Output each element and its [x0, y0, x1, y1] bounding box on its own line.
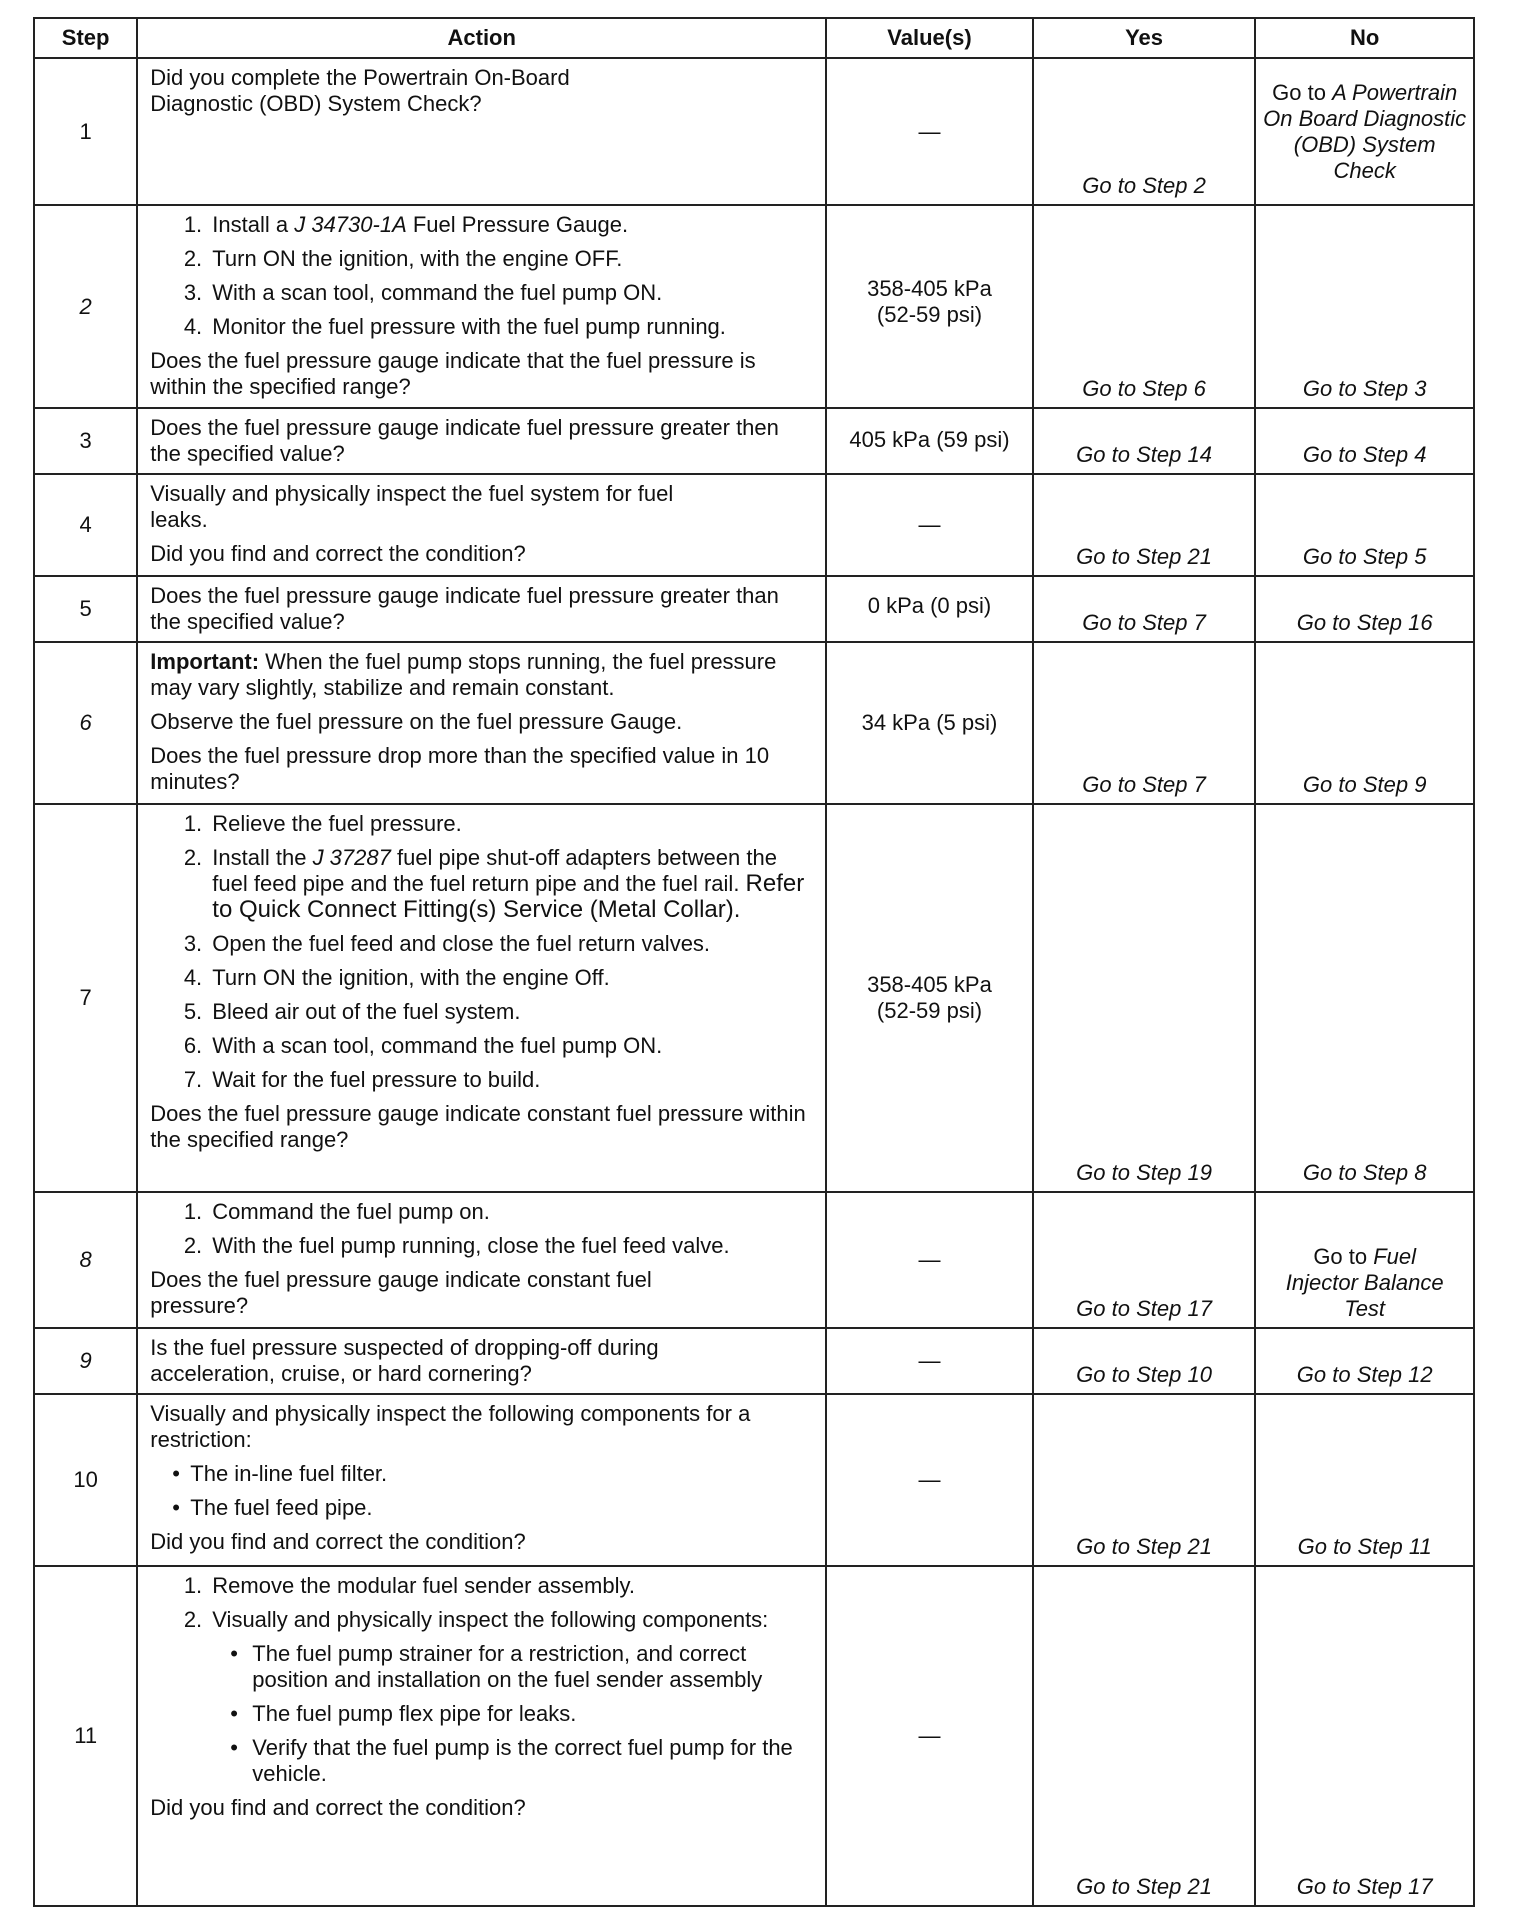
- no-cell: Go to Step 17: [1255, 1566, 1474, 1906]
- no-prefix: Go to: [1272, 80, 1333, 105]
- action-cell: [137, 804, 826, 1192]
- list-item: • Verify that the fuel pump is the correct fuel pump for the vehicle.: [248, 1735, 813, 1787]
- action-cell: [137, 205, 826, 408]
- list-item: 1. Command the fuel pump on.: [208, 1199, 813, 1225]
- action-question: Does the fuel pressure gauge indicate fuel pressure greater then the specified value?: [150, 415, 779, 466]
- tool-reference: J 37287: [312, 845, 391, 870]
- value-line-2: (52-59 psi): [876, 302, 983, 327]
- value-cell: —: [826, 1394, 1033, 1566]
- header-action: Action: [137, 18, 826, 58]
- action-question: Does the fuel pressure drop more than the specified value in 10 minutes?: [150, 743, 770, 794]
- action-question: Is the fuel pressure suspected of dropping-off during acceleration, cruise, or hard cornering?: [150, 1335, 659, 1386]
- list-item: 7. Wait for the fuel pressure to build.: [208, 1067, 813, 1093]
- table-row: [34, 58, 1474, 205]
- no-cell: Go to Step 3: [1255, 205, 1474, 408]
- value-cell: —: [826, 1566, 1033, 1906]
- value-cell: 34 kPa (5 psi): [826, 642, 1033, 804]
- no-cell: [1255, 58, 1474, 205]
- value-cell: —: [826, 474, 1033, 576]
- action-cell: [137, 58, 826, 205]
- step-list: [150, 1573, 813, 1787]
- action-question: Does the fuel pressure gauge indicate that the fuel pressure is within the specified range?: [150, 348, 756, 399]
- value-cell: —: [826, 1328, 1033, 1394]
- diagnostic-table: [33, 17, 1475, 1907]
- list-item: 1. Remove the modular fuel sender assembly.: [208, 1573, 813, 1599]
- bullet-list: [150, 1461, 813, 1521]
- step-list: [150, 1199, 813, 1259]
- step-number: 10: [34, 1394, 137, 1566]
- no-cell: Go to Step 11: [1255, 1394, 1474, 1566]
- header-yes: Yes: [1033, 18, 1256, 58]
- table-row: [34, 1394, 1474, 1566]
- yes-cell: Go to Step 21: [1033, 1566, 1256, 1906]
- step-number: 1: [34, 58, 137, 205]
- list-item: 1. Relieve the fuel pressure.: [208, 811, 813, 837]
- list-item: [208, 1607, 813, 1787]
- no-cell: Go to Step 12: [1255, 1328, 1474, 1394]
- value-line-1: 358-405 kPa: [867, 972, 992, 997]
- list-item: 2. Turn ON the ignition, with the engine OFF.: [208, 246, 813, 272]
- yes-cell: Go to Step 21: [1033, 474, 1256, 576]
- bullet-list: [212, 1641, 813, 1787]
- header-step: Step: [34, 18, 137, 58]
- list-item: 5. Bleed air out of the fuel system.: [208, 999, 813, 1025]
- table-row: [34, 408, 1474, 474]
- list-item: 2. With the fuel pump running, close the fuel feed valve.: [208, 1233, 813, 1259]
- value-cell: [826, 205, 1033, 408]
- table-row: [34, 205, 1474, 408]
- action-question: Did you complete the Powertrain On-Board Diagnostic (OBD) System Check?: [150, 65, 570, 116]
- no-prefix: Go to: [1313, 1244, 1374, 1269]
- step-number: 4: [34, 474, 137, 576]
- table-row: [34, 642, 1474, 804]
- list-item: 1. Install a J 34730-1A Fuel Pressure Gauge.: [208, 212, 813, 238]
- action-cell: [137, 576, 826, 642]
- important-note: Important: When the fuel pump stops running, the fuel pressure may vary slightly, stabilize and remain constant.: [150, 649, 777, 700]
- tool-reference: J 34730-1A: [294, 212, 407, 237]
- action-text: Observe the fuel pressure on the fuel pressure Gauge.: [150, 709, 683, 734]
- step-number: 5: [34, 576, 137, 642]
- table-row: [34, 474, 1474, 576]
- no-cell: Go to Step 9: [1255, 642, 1474, 804]
- step-list: [150, 811, 813, 1093]
- list-item: • The fuel pump strainer for a restriction, and correct position and installation on the fuel sender assembly: [248, 1641, 813, 1693]
- no-reference: Fuel Injector Balance Test: [1285, 1244, 1444, 1321]
- list-item: 3. With a scan tool, command the fuel pump ON.: [208, 280, 813, 306]
- action-cell: [137, 1394, 826, 1566]
- important-label: Important:: [150, 649, 260, 674]
- action-question: Does the fuel pressure gauge indicate constant fuel pressure within the specified range?: [150, 1101, 806, 1152]
- table-row: [34, 1328, 1474, 1394]
- value-cell: —: [826, 58, 1033, 205]
- list-item-text: Visually and physically inspect the following components:: [212, 1607, 769, 1632]
- action-cell: [137, 1328, 826, 1394]
- step-number: 11: [34, 1566, 137, 1906]
- yes-cell: Go to Step 21: [1033, 1394, 1256, 1566]
- action-cell: [137, 1566, 826, 1906]
- step-number: 6: [34, 642, 137, 804]
- list-item: 6. With a scan tool, command the fuel pump ON.: [208, 1033, 813, 1059]
- yes-cell: Go to Step 10: [1033, 1328, 1256, 1394]
- table-row: [34, 1192, 1474, 1328]
- step-number: 9: [34, 1328, 137, 1394]
- table-row: [34, 804, 1474, 1192]
- no-reference: A Powertrain On Board Diagnostic (OBD) System Check: [1263, 80, 1467, 183]
- action-question: Did you find and correct the condition?: [150, 541, 526, 566]
- yes-cell: Go to Step 2: [1033, 58, 1256, 205]
- step-number: 3: [34, 408, 137, 474]
- list-item: • The fuel feed pipe.: [190, 1495, 813, 1521]
- list-item: 3. Open the fuel feed and close the fuel return valves.: [208, 931, 813, 957]
- step-list: [150, 212, 813, 340]
- value-cell: [826, 804, 1033, 1192]
- value-cell: 0 kPa (0 psi): [826, 576, 1033, 642]
- action-question: Did you find and correct the condition?: [150, 1529, 526, 1554]
- yes-cell: Go to Step 17: [1033, 1192, 1256, 1328]
- yes-cell: Go to Step 19: [1033, 804, 1256, 1192]
- action-text: Visually and physically inspect the following components for a restriction:: [150, 1401, 751, 1452]
- list-item: 4. Monitor the fuel pressure with the fuel pump running.: [208, 314, 813, 340]
- list-item: • The fuel pump flex pipe for leaks.: [248, 1701, 813, 1727]
- no-cell: Go to Step 5: [1255, 474, 1474, 576]
- yes-cell: Go to Step 7: [1033, 642, 1256, 804]
- list-item: 4. Turn ON the ignition, with the engine Off.: [208, 965, 813, 991]
- value-cell: 405 kPa (59 psi): [826, 408, 1033, 474]
- action-question: Did you find and correct the condition?: [150, 1795, 526, 1820]
- step-number: 7: [34, 804, 137, 1192]
- value-line-2: (52-59 psi): [876, 998, 983, 1023]
- step-number: 2: [34, 205, 137, 408]
- value-cell: —: [826, 1192, 1033, 1328]
- action-question: Does the fuel pressure gauge indicate fuel pressure greater than the specified value?: [150, 583, 779, 634]
- yes-cell: Go to Step 6: [1033, 205, 1256, 408]
- no-cell: [1255, 1192, 1474, 1328]
- yes-cell: Go to Step 7: [1033, 576, 1256, 642]
- action-text: Visually and physically inspect the fuel system for fuel leaks.: [150, 481, 674, 532]
- value-line-1: 358-405 kPa: [867, 276, 992, 301]
- action-question: Does the fuel pressure gauge indicate constant fuel pressure?: [150, 1267, 652, 1318]
- action-cell: [137, 1192, 826, 1328]
- list-item: 2. Install the J 37287 fuel pipe shut-off adapters between the fuel feed pipe and the fuel return pipe and the fuel rail. Refer to Quick Connect Fitting(s) Service (Metal Collar).: [208, 845, 813, 923]
- service-reference: Refer to Quick Connect Fitting(s) Service (Metal Collar).: [212, 870, 805, 923]
- header-no: No: [1255, 18, 1474, 58]
- action-cell: [137, 642, 826, 804]
- no-cell: Go to Step 16: [1255, 576, 1474, 642]
- header-row: [34, 18, 1474, 58]
- list-item: • The in-line fuel filter.: [190, 1461, 813, 1487]
- table-row: [34, 1566, 1474, 1906]
- no-cell: Go to Step 4: [1255, 408, 1474, 474]
- step-number: 8: [34, 1192, 137, 1328]
- yes-cell: Go to Step 14: [1033, 408, 1256, 474]
- action-cell: [137, 474, 826, 576]
- header-values: Value(s): [826, 18, 1033, 58]
- no-cell: Go to Step 8: [1255, 804, 1474, 1192]
- table-row: [34, 576, 1474, 642]
- action-cell: [137, 408, 826, 474]
